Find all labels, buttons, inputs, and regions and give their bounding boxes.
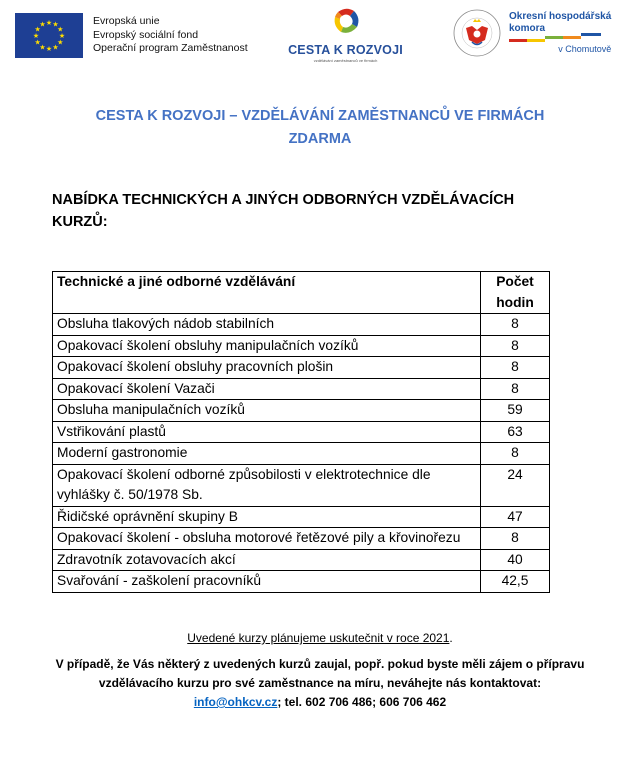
svg-text:★: ★: [57, 38, 64, 47]
schedule-note: [40, 631, 600, 645]
schedule-note-suffix: .: [449, 631, 453, 645]
eu-line-1: Evropská unie: [93, 15, 160, 28]
hours-header-text: Počet hodin: [496, 274, 534, 310]
course-name-cell: Opakovací školení Vazači: [53, 378, 481, 400]
table-row: [53, 443, 550, 465]
contact-line-2: vzdělávacího kurzu pro své zaměstnance na míru, neváhejte nás kontaktovat:: [98, 676, 542, 690]
hours-cell: 8: [481, 378, 550, 400]
table-row: [53, 549, 550, 571]
chamber-seal-icon: [452, 8, 502, 58]
hours-cell: 24: [481, 464, 550, 506]
table-body: [53, 314, 550, 593]
svg-text:★: ★: [52, 43, 59, 52]
hours-cell: 59: [481, 400, 550, 422]
page-header: [0, 0, 639, 70]
table-row: [53, 528, 550, 550]
contact-line-1: V případě, že Vás některý z uvedených kurzů zaujal, popř. pokud byste měli zájem o přípravu: [55, 657, 585, 671]
course-name-cell: Opakovací školení - obsluha motorové řetězové pily a křovinořezu: [53, 528, 481, 550]
svg-text:★: ★: [45, 45, 53, 53]
eu-logo: [15, 13, 248, 58]
column-header-hours: [481, 272, 550, 314]
course-name-cell: Obsluha tlakových nádob stabilních: [53, 314, 481, 336]
course-name-cell: Svařování - zaškolení pracovníků: [53, 571, 481, 593]
course-name-cell: Moderní gastronomie: [53, 443, 481, 465]
course-name-cell: Opakovací školení obsluhy manipulačních vozíků: [53, 335, 481, 357]
cesta-logo-title: CESTA K ROZVOJI: [288, 43, 403, 57]
table-row: [53, 357, 550, 379]
document-title: [40, 105, 600, 151]
table-row: [53, 335, 550, 357]
table-header-row: [53, 272, 550, 314]
table-row: [53, 506, 550, 528]
eu-line-2: Evropský sociální fond: [93, 28, 199, 41]
course-name-cell: Řidičské oprávnění skupiny B: [53, 506, 481, 528]
cesta-emblem-icon: [330, 6, 362, 36]
svg-text:★: ★: [34, 38, 41, 47]
contact-paragraph: [40, 655, 600, 712]
hours-cell: 8: [481, 443, 550, 465]
svg-text:★: ★: [52, 20, 59, 29]
hours-cell: 63: [481, 421, 550, 443]
svg-text:★: ★: [39, 20, 46, 29]
table-row: [53, 571, 550, 593]
title-line-1: CESTA K ROZVOJI – VZDĚLÁVÁNÍ ZAMĚSTNANCŮ VE FIRMÁCH: [95, 108, 545, 124]
ohk-logo: [452, 8, 611, 58]
cesta-k-rozvoji-logo: [288, 6, 403, 63]
eu-logo-text: [93, 15, 248, 56]
eu-flag-icon: [15, 13, 83, 58]
course-name-cell: Opakovací školení odborné způsobilosti v elektrotechnice dle vyhlášky č. 50/1978 Sb.: [53, 464, 481, 506]
hours-cell: 8: [481, 357, 550, 379]
cesta-logo-subtitle: vzdělávání zaměstnanců ve firmách: [313, 58, 378, 63]
ohk-name-line-1: Okresní hospodářská: [509, 11, 612, 22]
email-link[interactable]: info@ohkcv.cz: [193, 695, 278, 709]
table-row: [53, 314, 550, 336]
svg-text:★: ★: [32, 32, 40, 40]
section-heading-line-1: NABÍDKA TECHNICKÝCH A JINÝCH ODBORNÝCH VZDĚLÁVACÍCH: [52, 192, 515, 208]
hours-cell: 8: [481, 335, 550, 357]
hours-cell: 40: [481, 549, 550, 571]
course-name-cell: Opakovací školení obsluhy pracovních plošin: [53, 357, 481, 379]
eu-line-3: Operační program Zaměstnanost: [93, 42, 248, 55]
ohk-name-line-2: komora: [509, 22, 546, 34]
title-line-2: ZDARMA: [288, 131, 352, 147]
hours-cell: 47: [481, 506, 550, 528]
courses-table: [52, 271, 550, 593]
svg-text:★: ★: [45, 19, 53, 27]
svg-text:★: ★: [34, 25, 41, 34]
ohk-city: v Chomutově: [558, 44, 612, 54]
svg-text:★: ★: [39, 43, 46, 52]
hours-cell: 42,5: [481, 571, 550, 593]
column-header-course: Technické a jiné odborné vzdělávání: [53, 272, 481, 314]
ohk-text: [509, 11, 611, 54]
svg-text:★: ★: [58, 32, 66, 40]
section-heading: [52, 189, 572, 233]
course-name-cell: Vstřikování plastů: [53, 421, 481, 443]
table-row: [53, 421, 550, 443]
phone-numbers: ; tel. 602 706 486; 606 706 462: [277, 695, 447, 709]
table-row: [53, 464, 550, 506]
table-row: [53, 400, 550, 422]
course-name-cell: Obsluha manipulačních vozíků: [53, 400, 481, 422]
svg-text:★: ★: [57, 25, 64, 34]
hours-cell: 8: [481, 528, 550, 550]
schedule-note-text: Uvedené kurzy plánujeme uskutečnit v roce 2021: [187, 631, 450, 645]
course-name-cell: Zdravotník zotavovacích akcí: [53, 549, 481, 571]
contact-line-3: [40, 693, 600, 712]
section-heading-line-2: KURZŮ:: [52, 214, 108, 230]
hours-cell: 8: [481, 314, 550, 336]
table-row: [53, 378, 550, 400]
ohk-color-bars: [509, 36, 611, 42]
